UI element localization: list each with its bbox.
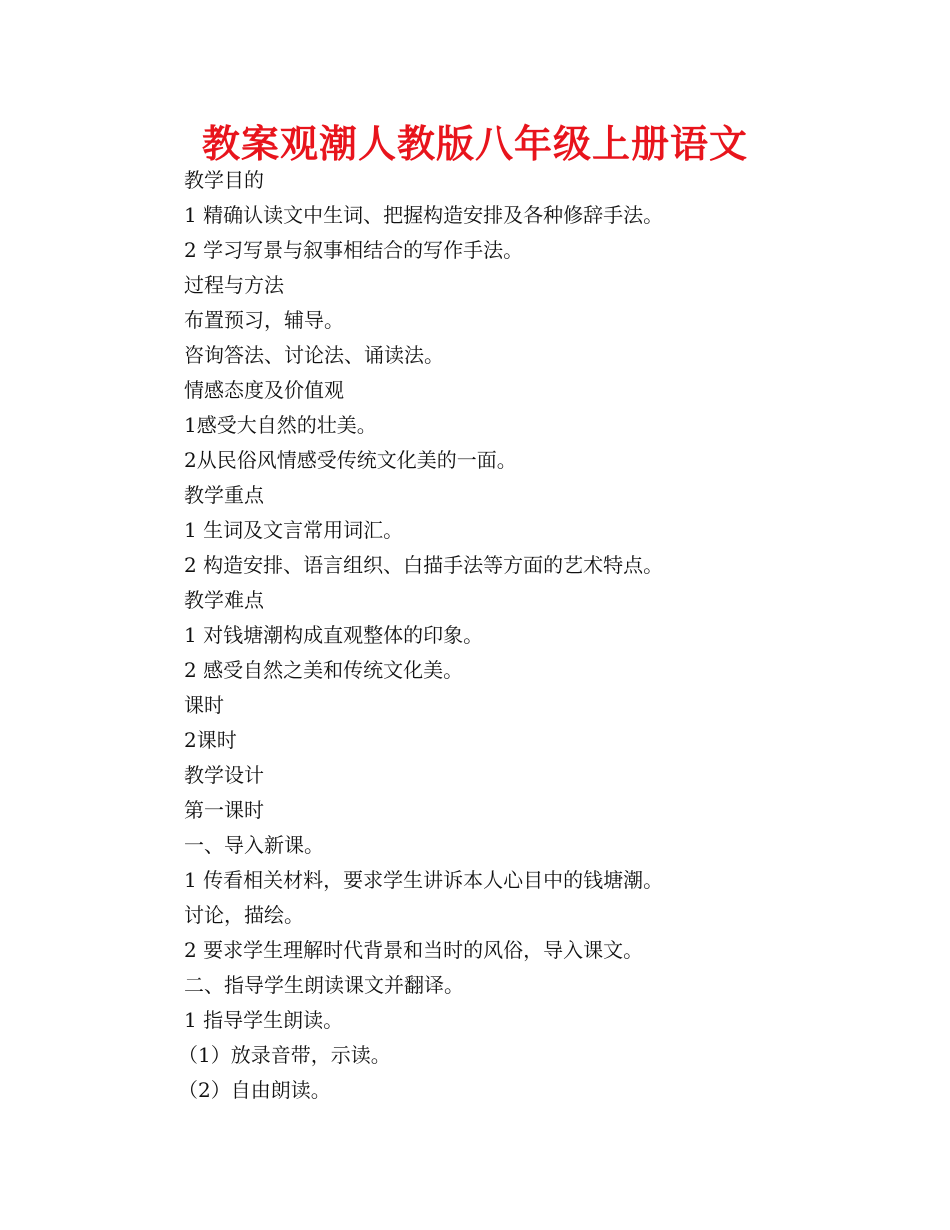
heading-process-methods: 过程与方法 <box>184 273 284 297</box>
text-line: 咨询答法、讨论法、诵读法。 <box>184 343 444 367</box>
text-line: 1 精确认读文中生词、把握构造安排及各种修辞手法。 <box>184 203 664 227</box>
text-line: 2从民俗风情感受传统文化美的一面。 <box>184 448 517 472</box>
heading-difficulties: 教学难点 <box>184 588 264 612</box>
text-line: 布置预习，辅导。 <box>184 308 344 332</box>
text-line: 2课时 <box>184 728 237 752</box>
text-line: 2 要求学生理解时代背景和当时的风俗，导入课文。 <box>184 938 644 962</box>
section-intro: 一、导入新课。 <box>184 833 324 857</box>
text-line: 1感受大自然的壮美。 <box>184 413 377 437</box>
heading-attitude-values: 情感态度及价值观 <box>184 378 344 402</box>
text-line: 1 对钱塘潮构成直观整体的印象。 <box>184 623 484 647</box>
document-title: 教案观潮人教版八年级上册语文 <box>201 122 748 166</box>
document-body <box>178 163 904 1108</box>
heading-key-points: 教学重点 <box>184 483 264 507</box>
text-line: （1）放录音带，示读。 <box>178 1043 391 1067</box>
text-line: 1 生词及文言常用词汇。 <box>184 518 404 542</box>
text-line: 2 学习写景与叙事相结合的写作手法。 <box>184 238 524 262</box>
text-line: 1 传看相关材料，要求学生讲诉本人心目中的钱塘潮。 <box>184 868 664 892</box>
heading-first-lesson: 第一课时 <box>184 798 264 822</box>
text-line: 1 指导学生朗读。 <box>184 1008 344 1032</box>
text-line: （2）自由朗读。 <box>178 1078 331 1102</box>
heading-class-hours: 课时 <box>184 693 224 717</box>
text-line: 2 构造安排、语言组织、白描手法等方面的艺术特点。 <box>184 553 664 577</box>
text-line: 2 感受自然之美和传统文化美。 <box>184 658 464 682</box>
heading-teaching-goals: 教学目的 <box>184 168 264 192</box>
section-reading-translation: 二、指导学生朗读课文并翻译。 <box>184 973 464 997</box>
heading-teaching-design: 教学设计 <box>184 763 264 787</box>
text-line: 讨论，描绘。 <box>184 903 304 927</box>
